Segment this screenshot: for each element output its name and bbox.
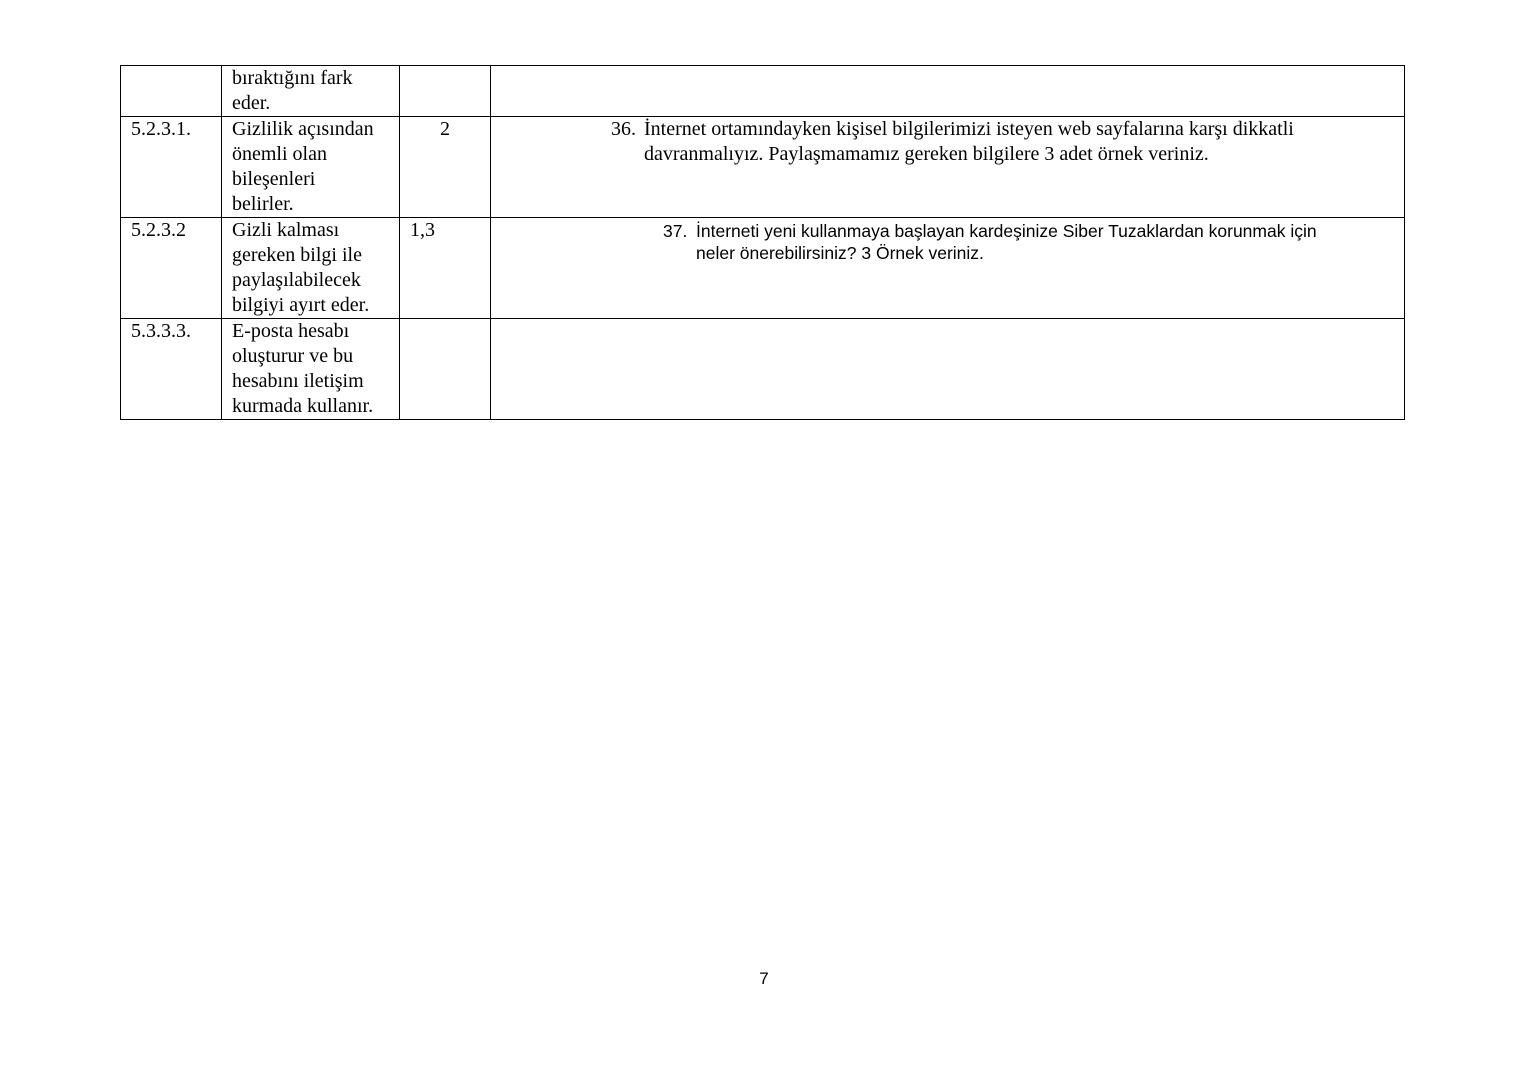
outcome-line: gereken bilgi ile: [232, 244, 362, 266]
question-number: 37.: [663, 221, 688, 241]
question-ref: 1,3: [410, 219, 435, 241]
question-cell: [491, 117, 1405, 218]
outcome-line: bileşenleri: [232, 168, 316, 190]
outcome-description-cell: [222, 218, 400, 319]
outcome-code: 5.2.3.2: [131, 219, 186, 241]
outcome-line: Gizlilik açısından: [232, 118, 374, 140]
outcome-line: belirler.: [232, 193, 294, 215]
question-cell: [491, 66, 1405, 117]
outcome-code: 5.2.3.1.: [131, 118, 191, 140]
question-line: İnterneti yeni kullanmaya başlayan kardeşinize Siber Tuzaklardan korunmak için: [696, 221, 1317, 241]
outcome-description-cell: [222, 66, 400, 117]
outcome-line: paylaşılabilecek: [232, 269, 361, 291]
question-ref-cell: [400, 66, 491, 117]
outcome-description-cell: [222, 117, 400, 218]
question-line: İnternet ortamındayken kişisel bilgilerimizi isteyen web sayfalarına karşı dikkatli: [644, 118, 1294, 140]
question-36: [491, 117, 1404, 167]
outcome-line: hesabını iletişim: [232, 370, 364, 392]
table-row: [121, 117, 1405, 218]
question-ref-cell: [400, 218, 491, 319]
outcome-line: bilgiyi ayırt eder.: [232, 294, 370, 316]
question-ref: 2: [440, 118, 450, 140]
outcome-line: önemli olan: [232, 143, 327, 165]
outcome-code: 5.3.3.3.: [131, 320, 191, 342]
page-number: 7: [759, 969, 769, 988]
table-row: [121, 66, 1405, 117]
outcome-code-cell: [121, 117, 222, 218]
outcome-line: kurmada kullanır.: [232, 395, 374, 417]
achievement-table: [120, 65, 1405, 420]
table-row: [121, 218, 1405, 319]
table-row: [121, 319, 1405, 420]
question-number: 36.: [611, 118, 636, 140]
question-cell: [491, 218, 1405, 319]
outcome-line: eder.: [232, 92, 271, 114]
outcome-line: E-posta hesabı: [232, 320, 350, 342]
question-ref-cell: [400, 319, 491, 420]
outcome-code-cell: [121, 319, 222, 420]
outcome-line: Gizli kalması: [232, 219, 340, 241]
question-ref-cell: [400, 117, 491, 218]
question-37: [491, 218, 1404, 264]
question-cell: [491, 319, 1405, 420]
outcome-line: oluşturur ve bu: [232, 345, 354, 367]
outcome-code-cell: [121, 218, 222, 319]
question-line: neler önerebilirsiniz? 3 Örnek veriniz.: [696, 243, 984, 263]
outcome-code-cell: [121, 66, 222, 117]
outcome-line: bıraktığını fark: [232, 67, 353, 89]
question-line: davranmalıyız. Paylaşmamamız gereken bilgilere 3 adet örnek veriniz.: [644, 143, 1209, 165]
outcome-description-cell: [222, 319, 400, 420]
